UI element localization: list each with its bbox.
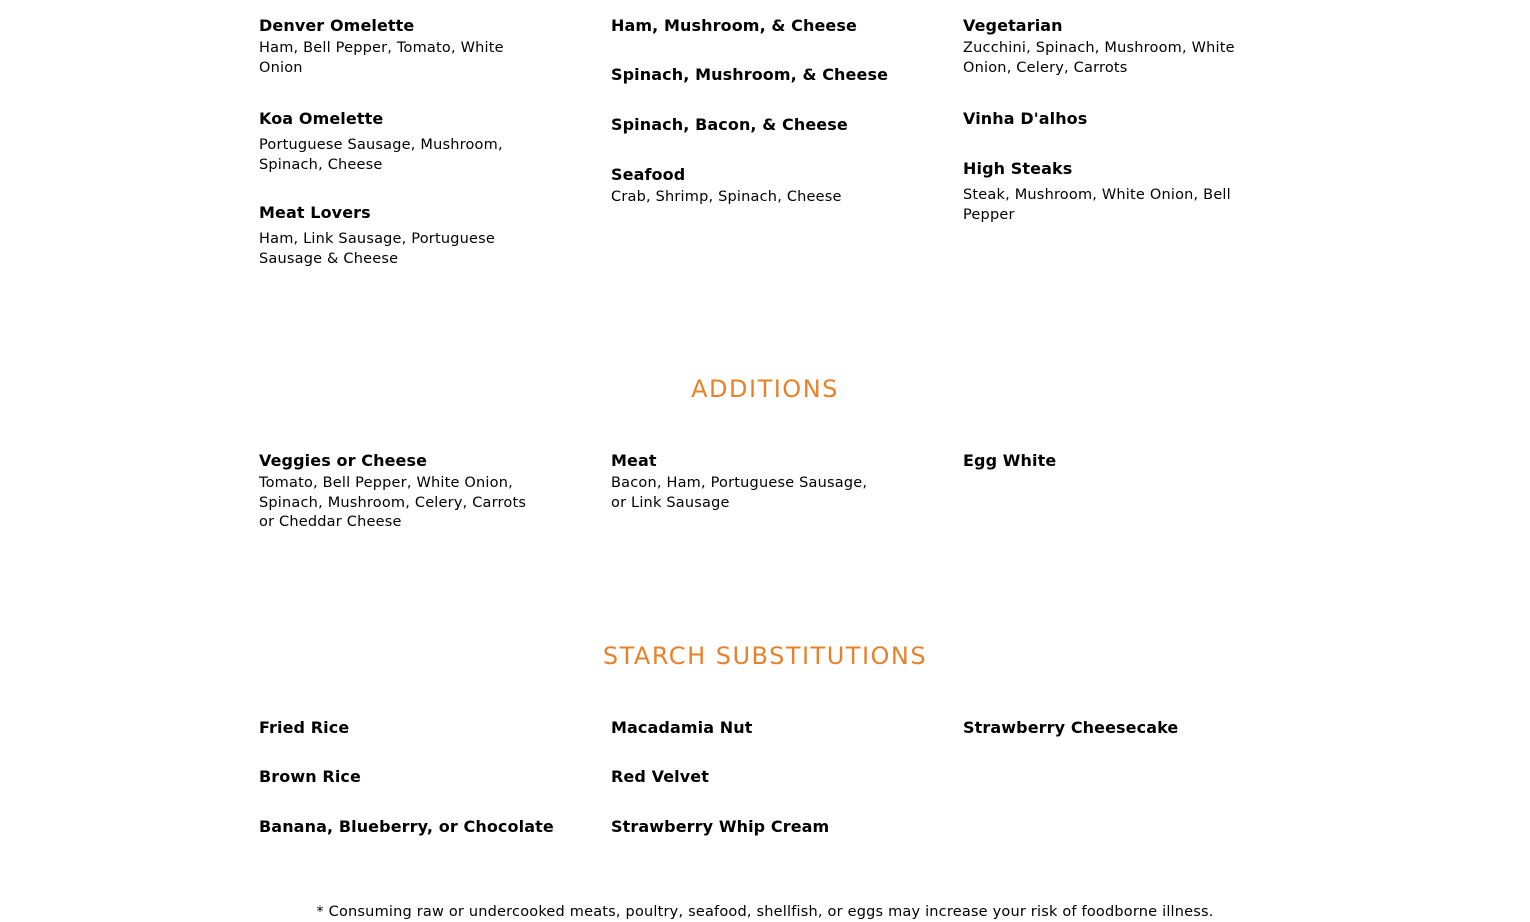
starch-brown-rice: [259, 767, 534, 787]
item-name: Spinach, Bacon, & Cheese: [611, 115, 848, 134]
item-description: Ham, Bell Pepper, Tomato, White Onion: [259, 40, 504, 76]
section-title-additions: ADDITIONS: [691, 375, 839, 403]
menu-item-vegetarian: [963, 16, 1238, 78]
starch-banana-blueberry-chocolate: [259, 817, 554, 837]
item-name: Macadamia Nut: [611, 718, 753, 737]
menu-item-meat-lovers: [259, 203, 534, 269]
starch-macadamia-nut: [611, 718, 886, 738]
foodborne-illness-disclaimer: * Consuming raw or undercooked meats, poultry, seafood, shellfish, or eggs may increase your risk of foodborne illness.: [316, 904, 1214, 920]
addition-egg-white: [963, 451, 1238, 471]
item-description: Bacon, Ham, Portuguese Sausage, or Link Sausage: [611, 475, 868, 511]
menu-item-spinach-bacon-cheese: [611, 115, 886, 135]
menu-item-ham-mushroom-cheese: [611, 16, 886, 36]
item-name: Egg White: [963, 451, 1057, 470]
menu-item-koa-omelette: [259, 109, 534, 175]
item-name: Strawberry Cheesecake: [963, 718, 1179, 737]
item-description: Steak, Mushroom, White Onion, Bell Pepper: [963, 187, 1231, 223]
item-description: Tomato, Bell Pepper, White Onion, Spinach, Mushroom, Celery, Carrots or Cheddar Cheese: [259, 475, 527, 531]
item-name: Ham, Mushroom, & Cheese: [611, 16, 857, 35]
starch-fried-rice: [259, 718, 534, 738]
item-name: Brown Rice: [259, 767, 361, 786]
menu-item-denver-omelette: [259, 16, 534, 78]
menu-item-seafood: [611, 165, 886, 208]
item-name: Red Velvet: [611, 767, 709, 786]
item-name: Fried Rice: [259, 718, 350, 737]
item-name: Meat: [611, 451, 657, 470]
item-description: Ham, Link Sausage, Portuguese Sausage & Cheese: [259, 231, 496, 267]
section-title-starch-substitutions: STARCH SUBSTITUTIONS: [602, 642, 928, 670]
menu-item-high-steaks: [963, 159, 1238, 225]
item-name: High Steaks: [963, 159, 1073, 178]
menu-item-spinach-mushroom-cheese: [611, 65, 889, 85]
addition-veggies-or-cheese: [259, 451, 534, 533]
item-name: Veggies or Cheese: [259, 451, 428, 470]
item-name: Strawberry Whip Cream: [611, 817, 830, 836]
starch-strawberry-whip-cream: [611, 817, 886, 837]
item-description: Zucchini, Spinach, Mushroom, White Onion, Celery, Carrots: [963, 40, 1235, 76]
item-description: Crab, Shrimp, Spinach, Cheese: [611, 189, 842, 205]
starch-red-velvet: [611, 767, 886, 787]
item-name: Spinach, Mushroom, & Cheese: [611, 65, 889, 84]
item-description: Portuguese Sausage, Mushroom, Spinach, Cheese: [259, 137, 503, 173]
item-name: Koa Omelette: [259, 109, 384, 128]
item-name: Vinha D'alhos: [963, 109, 1088, 128]
item-name: Seafood: [611, 165, 686, 184]
item-name: Meat Lovers: [259, 203, 371, 222]
menu-item-vinha-dalhos: [963, 109, 1238, 129]
item-name: Vegetarian: [963, 16, 1063, 35]
item-name: Banana, Blueberry, or Chocolate: [259, 817, 554, 836]
addition-meat: [611, 451, 886, 513]
item-name: Denver Omelette: [259, 16, 415, 35]
starch-strawberry-cheesecake: [963, 718, 1238, 738]
